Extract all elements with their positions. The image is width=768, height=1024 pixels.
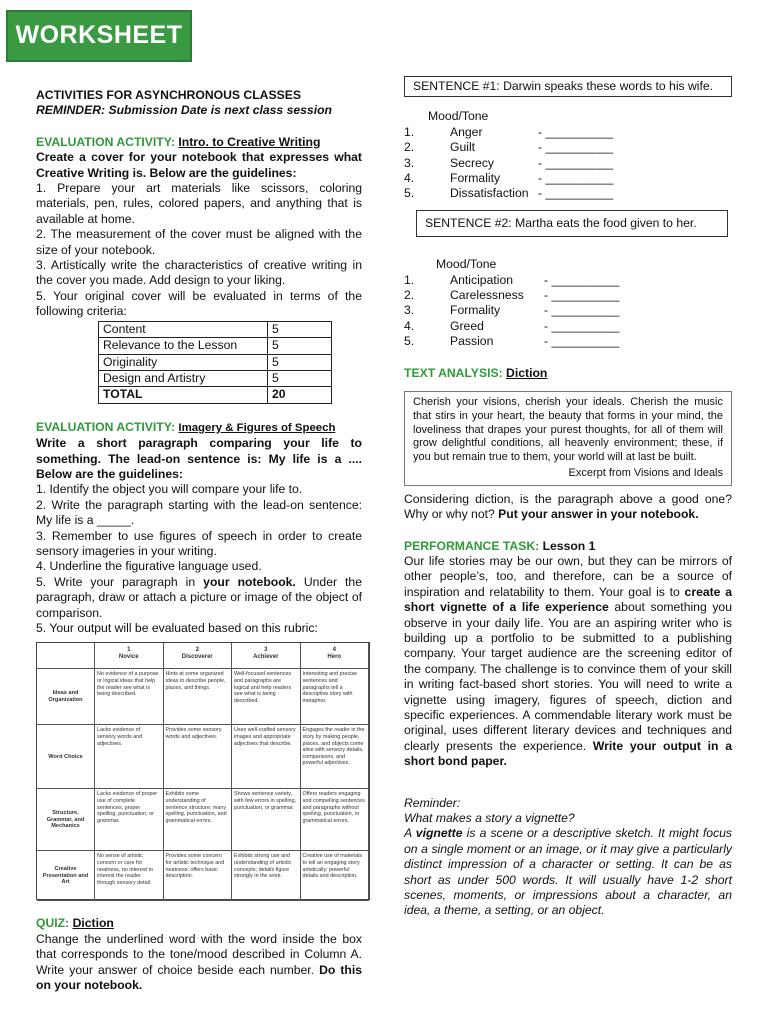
list-item	[404, 273, 732, 288]
perf-p2-bold: Write your output in a short bond paper.	[404, 738, 732, 769]
eval1-intro: Create a cover for your notebook that expresses what Creative Writing is. Below are the guidelines:	[36, 150, 362, 180]
banner-title: WORKSHEET	[15, 21, 183, 50]
mood-blank: - __________	[538, 155, 614, 170]
eval2-step: 3. Remember to use figures of speech in order to create sensory imageries in your writing.	[36, 528, 362, 558]
quote-source: Excerpt from Visions and Ideals	[568, 466, 723, 479]
rubric-header: 1 Novice	[95, 643, 164, 669]
performance-text	[404, 554, 732, 770]
mood-num: 4.	[404, 318, 415, 333]
mood-num: 3.	[404, 155, 415, 170]
mood-num: 2.	[404, 140, 415, 155]
rubric-row-label: Ideas and Organization	[37, 669, 95, 725]
rubric-cell: No evidence of a purpose or logical ideas that help the reader see what is being described.	[95, 669, 164, 725]
eval2-step: 4. Underline the figurative language used.	[36, 559, 262, 574]
mood-blank: - __________	[538, 170, 614, 185]
reminder-text: REMINDER: Submission Date is next class session	[36, 103, 332, 118]
reminder-text-body: is a scene or a descriptive sketch. It might focus on a single moment or an image, or it may give a particularly distinct impression of a character or setting. It can be as short as under 500 words. It will usually have 1-2 short scenes, moments, or impressions about a character, an idea, a theme, a setting, or an object.	[404, 826, 732, 918]
eval2-step5-c: Under the paragraph, draw or attach a picture or image of the object of comparison.	[36, 574, 362, 620]
rubric-row-label: Word Choice	[37, 725, 95, 789]
criteria-name: Design and Artistry	[99, 370, 268, 386]
rubric-header-corner	[37, 643, 95, 669]
activities-title: ACTIVITIES FOR ASYNCHRONOUS CLASSES	[36, 88, 301, 102]
quote-box	[404, 391, 732, 486]
rubric-cell: Engages the reader in the story by making people, places, and objects come alive with sensory details, comparisons, and powerful adjectives.	[301, 725, 370, 789]
list-item	[404, 156, 732, 171]
quiz-bold: Do this on your notebook.	[36, 962, 362, 993]
performance-topic: Lesson 1	[542, 538, 596, 553]
mood-blank: - __________	[538, 186, 614, 201]
rubric-cell: Exhibits strong use and understanding of artistic concepts; details figure strongly in the work.	[232, 851, 301, 901]
criteria-name: Relevance to the Lesson	[99, 338, 268, 354]
criteria-score: 5	[268, 370, 332, 386]
mood-list-2	[404, 273, 732, 350]
mood-word: Carelessness	[450, 287, 524, 302]
mood-word: Secrecy	[450, 155, 495, 170]
mood-num: 3.	[404, 303, 415, 318]
eval2-step5-a: 5. Write your paragraph in	[36, 574, 204, 589]
mood-blank: - __________	[538, 124, 614, 139]
mood-heading-1: Mood/Tone	[428, 109, 489, 124]
list-item	[404, 125, 732, 140]
diction-q-bold: Put your answer in your notebook.	[498, 507, 699, 522]
text-analysis-label: TEXT ANALYSIS:	[404, 365, 503, 380]
quiz-label: QUIZ:	[36, 916, 70, 931]
mood-word: Dissatisfaction	[450, 186, 529, 201]
table-row	[99, 354, 332, 370]
perf-p1: Our life stories may be our own, but they can be mirrors of other people’s, too, and therefore, can be a source of inspiration and relatability to them. Your goal is to	[404, 553, 732, 599]
rubric-row-label: Creative Presentation and Art	[37, 851, 95, 901]
mood-num: 5.	[404, 186, 415, 201]
worksheet-banner	[0, 0, 198, 72]
eval1-heading	[36, 135, 362, 150]
mood-word: Passion	[450, 334, 494, 349]
performance-heading	[404, 539, 732, 554]
rubric-cell: Exhibits some understanding of sentence structure; many spelling, punctuation, and grammatical errors.	[164, 789, 233, 851]
criteria-score: 5	[268, 354, 332, 370]
mood-list-1	[404, 125, 732, 202]
mood-word: Anger	[450, 124, 483, 139]
rubric-cell: Offers readers engaging and compelling sentences and paragraphs without spelling, punctuation, or grammatical errors.	[301, 789, 370, 851]
criteria-table	[98, 321, 332, 404]
quiz-text: Change the underlined word with the word inside the box that corresponds to the tone/mood described in Column A. Write your answer of choice beside each number.	[36, 931, 362, 977]
eval2-step: 2. Write the paragraph starting with the lead-on sentence: My life is a _____.	[36, 497, 362, 528]
criteria-total-score: 20	[268, 387, 332, 403]
mood-num: 1.	[404, 272, 415, 287]
eval2-step5	[36, 575, 362, 621]
eval1-step: 2. The measurement of the cover must be aligned with the size of your notebook.	[36, 227, 362, 257]
eval1-step: 5. Your original cover will be evaluated in terms of the following criteria:	[36, 288, 362, 319]
rubric-cell: Provides some sensory words and adjectives.	[164, 725, 233, 789]
quiz-heading	[36, 916, 362, 931]
eval2-step: 1. Identify the object you will compare your life to.	[36, 482, 303, 497]
rubric-cell: Lacks evidence of proper use of complete sentences, proper spelling, punctuation, or grammar.	[95, 789, 164, 851]
reminder-a: A	[404, 826, 416, 841]
eval2-topic: Imagery & Figures of Speech	[178, 421, 336, 434]
sentence2-box: SENTENCE #2: Martha eats the food given to her.	[416, 210, 728, 237]
eval1-step: 1. Prepare your art materials like scissors, coloring materials, pen, rules, colored papers, and anything that is available at home.	[36, 181, 362, 226]
diction-question	[404, 492, 732, 523]
rubric-cell: Creative use of materials to tell an engaging story artistically; powerful details and description.	[301, 851, 370, 901]
text-analysis-heading	[404, 366, 732, 381]
perf-p2: about something you observe in your daily life. You are an aspiring writer who is building up a portfolio to be submitted to a publishing company. Your target audience are the screening editor of the company. The challenge is to convince them of your skill in writing fact-based short stories. You will need to write a vignette using imagery, figures of speech, diction and specific experiences. A commendable literary work must be original, uses different literary devices and techniques and clearly presents the experience.	[404, 600, 732, 753]
criteria-total-label: TOTAL	[99, 387, 268, 403]
list-item	[404, 288, 732, 303]
eval2-step6: 5. Your output will be evaluated based on this rubric:	[36, 621, 318, 635]
mood-num: 4.	[404, 170, 415, 185]
quiz-topic: Diction	[72, 916, 114, 931]
reminder-answer	[404, 826, 732, 918]
mood-word: Greed	[450, 318, 484, 333]
criteria-name: Originality	[99, 354, 268, 370]
list-item	[404, 303, 732, 318]
mood-blank: - __________	[544, 287, 620, 302]
rubric-header: 4 Hero	[301, 643, 370, 669]
eval1-topic: Intro. to Creative Writing	[178, 134, 321, 149]
text-analysis-topic: Diction	[506, 365, 548, 380]
rubric-cell: Shows sentence variety, with few errors in spelling, punctuation, or grammar.	[232, 789, 301, 851]
mood-word: Formality	[450, 303, 501, 318]
criteria-score: 5	[268, 338, 332, 354]
mood-blank: - __________	[544, 318, 620, 333]
eval2-label: EVALUATION ACTIVITY:	[36, 419, 176, 434]
eval1-label: EVALUATION ACTIVITY:	[36, 134, 176, 149]
mood-word: Formality	[450, 170, 501, 185]
rubric-row-label: Structure, Grammar, and Mechanics	[37, 789, 95, 851]
mood-blank: - __________	[538, 140, 614, 155]
diction-q-text: Considering diction, is the paragraph above a good one? Why or why not?	[404, 491, 732, 522]
eval1-step: 3. Artistically write the characteristics of creative writing in the cover you made. Add design to your liking.	[36, 258, 362, 288]
table-row	[99, 370, 332, 386]
mood-num: 2.	[404, 287, 415, 302]
perf-p1-bold: create a short vignette of a life experience	[404, 584, 732, 615]
list-item	[404, 186, 732, 201]
mood-blank: - __________	[544, 303, 620, 318]
rubric-cell: Lacks evidence of sensory words and adjectives.	[95, 725, 164, 789]
mood-num: 1.	[404, 124, 415, 139]
rubric-cell: Interesting and precise sentences and paragraphs tell a descriptive story with metaphor.	[301, 669, 370, 725]
mood-blank: - __________	[544, 334, 620, 349]
reminder-vignette: vignette	[415, 826, 463, 841]
list-item	[404, 140, 732, 155]
table-row	[99, 338, 332, 354]
table-row	[99, 387, 332, 403]
performance-label: PERFORMANCE TASK:	[404, 538, 540, 553]
mood-num: 5.	[404, 334, 415, 349]
table-row	[99, 321, 332, 337]
eval2-heading	[36, 420, 362, 436]
right-column	[404, 76, 732, 919]
list-item	[404, 171, 732, 186]
reminder-question: What makes a story a vignette?	[404, 811, 575, 826]
rubric-cell: Uses well-crafted sensory images and appropriate adjectives that describe.	[232, 725, 301, 789]
mood-word: Anticipation	[450, 272, 514, 287]
rubric-cell: Hints at some organized ideas to describe people, places, and things.	[164, 669, 233, 725]
mood-heading-2: Mood/Tone	[436, 257, 497, 272]
banner-box	[6, 10, 192, 62]
rubric-header: 2 Discoverer	[164, 643, 233, 669]
list-item	[404, 334, 732, 349]
rubric-cell: Provides some concern for artistic technique and neatness; offers basic description.	[164, 851, 233, 901]
list-item	[404, 319, 732, 334]
rubric-table	[36, 642, 370, 900]
quote-text: Cherish your visions, cherish your ideals. Cherish the music that stirs in your heart, the beauty that forms in your mind, the loveliness that drapes your purest thoughts, for all of them will grow delightful conditions, all heavenly environment; these, if you but remain true to them, your world will at last be built.	[413, 395, 723, 464]
rubric-cell: No sense of artistic concern or care for neatness, no interest to interest the reader through sensory detail.	[95, 851, 164, 901]
reminder-label: Reminder:	[404, 795, 461, 810]
eval2-step5-bold: your notebook.	[203, 574, 296, 589]
mood-blank: - __________	[544, 272, 620, 287]
quiz-instructions	[36, 932, 362, 994]
sentence1-box: SENTENCE #1: Darwin speaks these words to his wife.	[404, 76, 732, 97]
left-column	[36, 88, 365, 993]
rubric-cell: Well-focused sentences and paragraphs are logical and help readers see what is being described.	[232, 669, 301, 725]
rubric-header: 3 Achiever	[232, 643, 301, 669]
criteria-score: 5	[268, 321, 332, 337]
mood-word: Guilt	[450, 140, 476, 155]
criteria-name: Content	[99, 321, 268, 337]
eval2-intro: Write a short paragraph comparing your life to something. The lead-on sentence is: My life is a .... Below are the guidelines:	[36, 436, 362, 481]
